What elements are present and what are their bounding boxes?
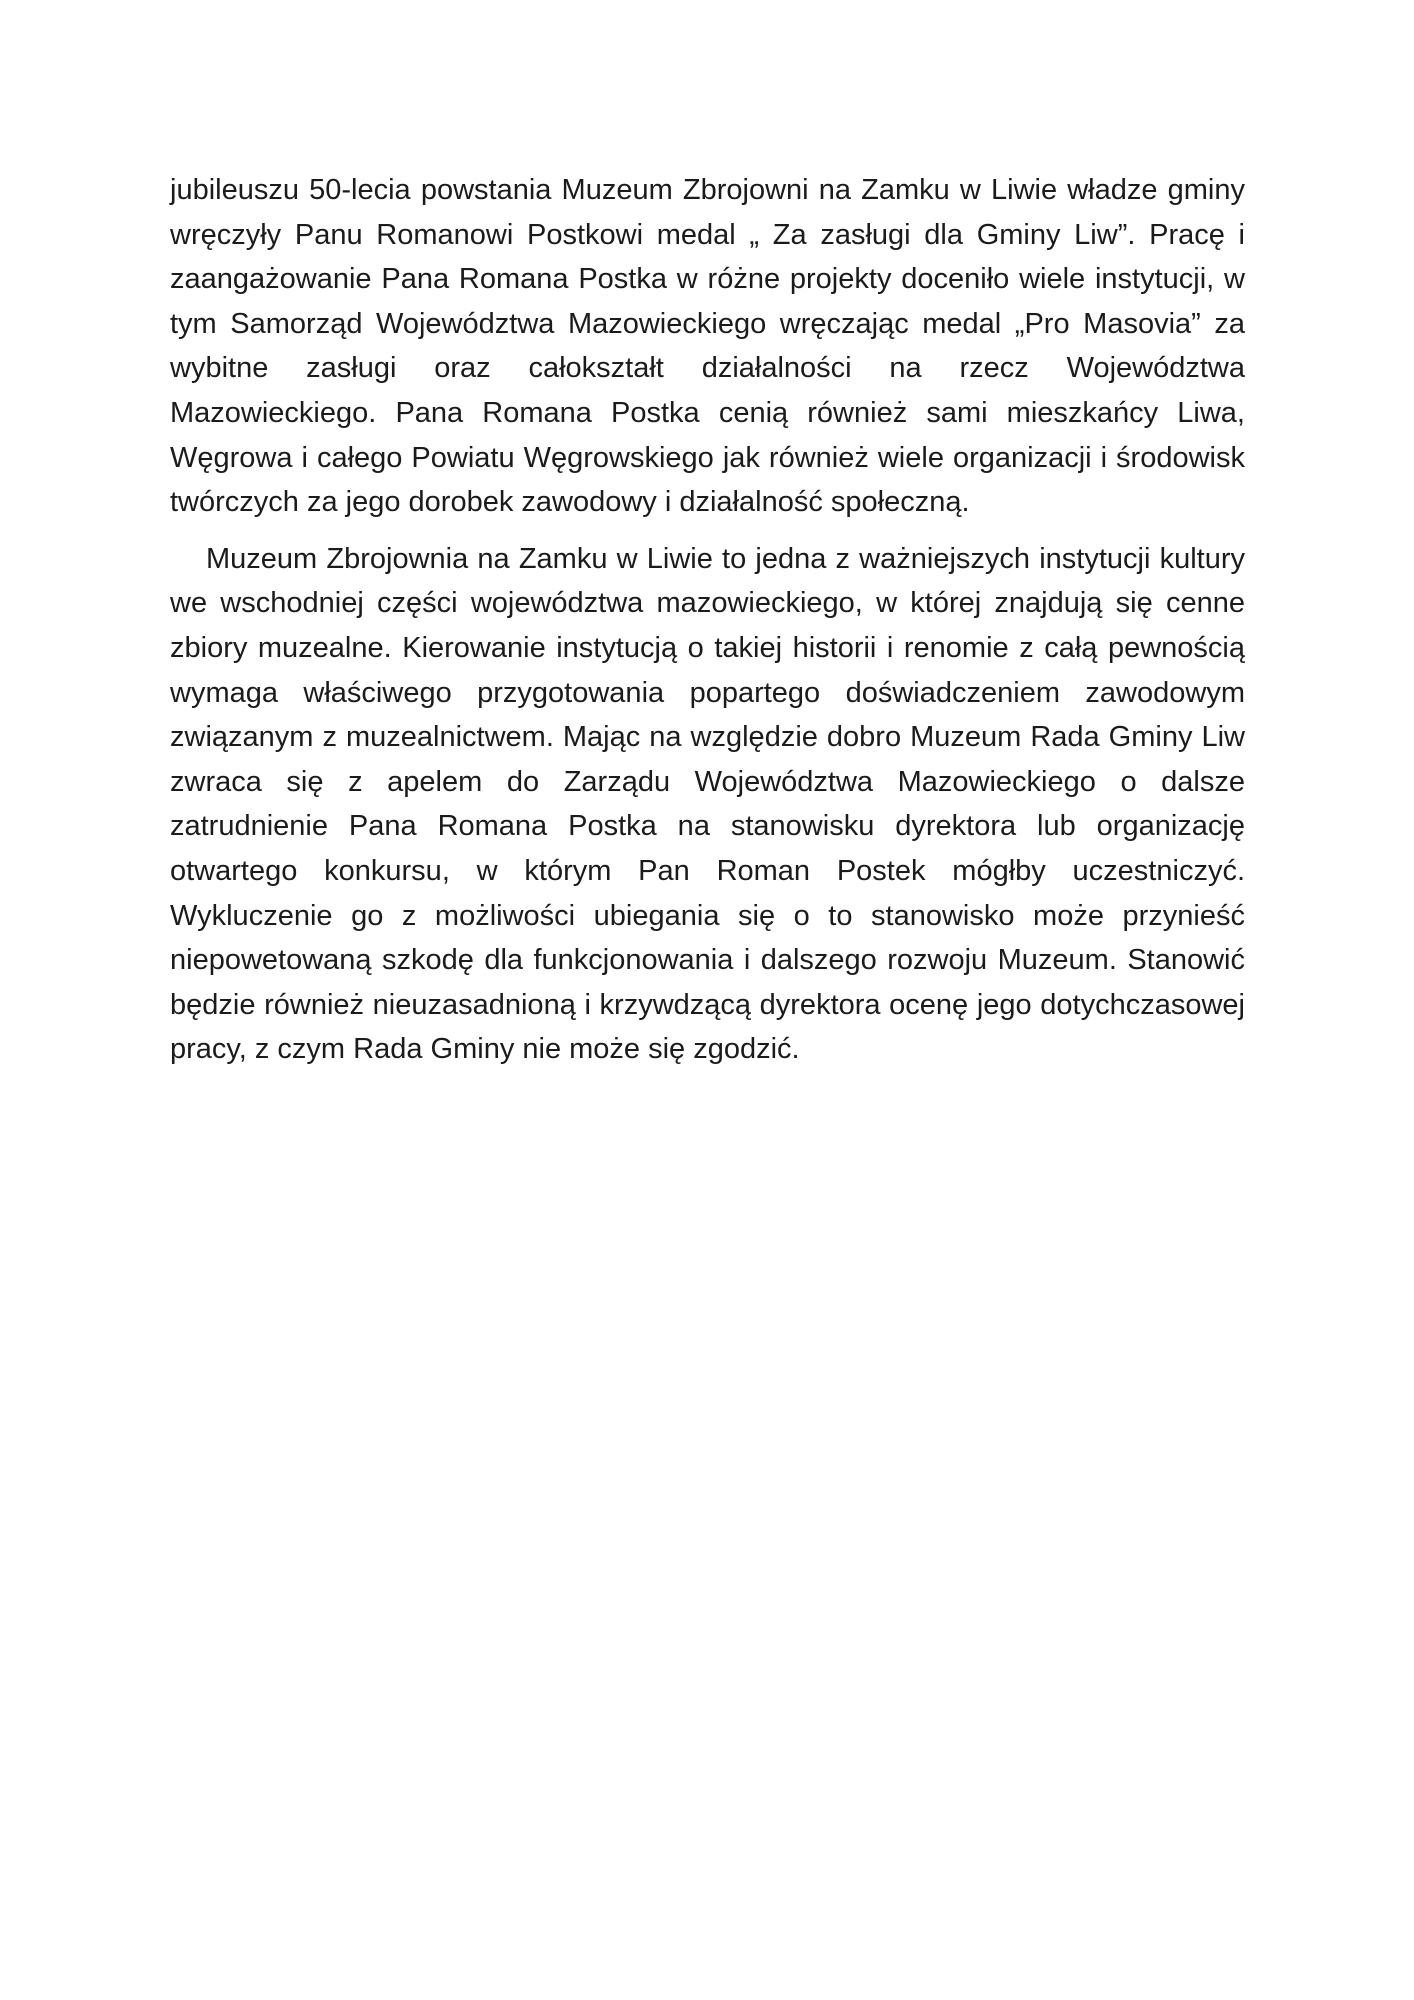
paragraph-2: Muzeum Zbrojownia na Zamku w Liwie to jedna z ważniejszych instytucji kultury we wschodniej części województwa mazowieckiego, w której znajdują się cenne zbiory muzealne. Kierowanie instytucją o takiej historii i renomie z całą pewnością wymaga właściwego przygotowania popartego doświadczeniem zawodowym związanym z muzealnictwem. Mając na względzie dobro Muzeum Rada Gminy Liw zwraca się z apelem do Zarządu Województwa Mazowieckiego o dalsze zatrudnienie Pana Romana Postka na stanowisku dyrektora lub organizację otwartego konkursu, w którym Pan Roman Postek mógłby uczestniczyć. Wykluczenie go z możliwości ubiegania się o to stanowisko może przynieść niepowetowaną szkodę dla funkcjonowania i dalszego rozwoju Muzeum. Stanowić będzie również nieuzasadnioną i krzywdzącą dyrektora ocenę jego dotychczasowej pracy, z czym Rada Gminy nie może się zgodzić. [170, 542, 1245, 1066]
paragraph-1: jubileuszu 50-lecia powstania Muzeum Zbrojowni na Zamku w Liwie władze gminy wręczyły Panu Romanowi Postkowi medal „ Za zasługi dla Gminy Liw”. Pracę i zaangażowanie Pana Romana Postka w różne projekty doceniło wiele instytucji, w tym Samorząd Województwa Mazowieckiego wręczając medal „Pro Masovia” za wybitne zasługi oraz całokształt działalności na rzecz Województwa Mazowieckiego. Pana Romana Postka cenią również sami mieszkańcy Liwa, Węgrowa i całego Powiatu Węgrowskiego jak również wiele organizacji i środowisk twórczych za jego dorobek zawodowy i działalność społeczną. [170, 174, 1245, 519]
document-body [170, 168, 1245, 1072]
